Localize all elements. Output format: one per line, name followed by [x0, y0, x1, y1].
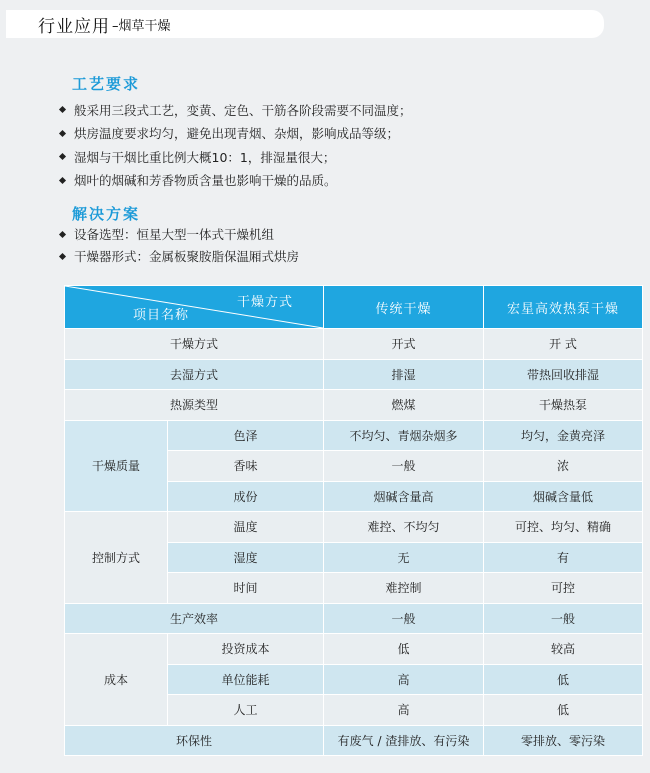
- solution-title: 解决方案: [72, 205, 141, 223]
- table-row: [65, 725, 643, 756]
- traditional-cell: 燃煤: [324, 390, 484, 421]
- table-row: [65, 329, 643, 360]
- corner-top-label: 干燥方式: [236, 295, 293, 310]
- group-label: 成本: [65, 634, 168, 726]
- table-corner-header: [65, 286, 324, 329]
- bullet-diamond-icon: [59, 130, 66, 137]
- traditional-cell: 难控制: [324, 573, 484, 604]
- heatpump-cell: 烟碱含量低: [484, 481, 643, 512]
- heatpump-cell: 有: [484, 542, 643, 573]
- traditional-cell: 高: [324, 664, 484, 695]
- bullet-diamond-icon: [59, 177, 66, 184]
- list-item: 设备选型：恒星大型一体式干燥机组: [60, 223, 299, 245]
- row-label: 单位能耗: [168, 664, 324, 695]
- row-label: 投资成本: [168, 634, 324, 665]
- header-bar: [6, 10, 604, 38]
- table-row: [65, 359, 643, 390]
- page-subtitle: –烟草干燥: [112, 18, 171, 34]
- table-row: [65, 390, 643, 421]
- heatpump-cell: 带热回收排湿: [484, 359, 643, 390]
- row-label: 香味: [168, 451, 324, 482]
- row-label: 去湿方式: [65, 359, 324, 390]
- traditional-cell: 难控、不均匀: [324, 512, 484, 543]
- bullet-diamond-icon: [59, 153, 66, 160]
- heatpump-cell: 一般: [484, 603, 643, 634]
- heatpump-cell: 干燥热泵: [484, 390, 643, 421]
- requirements-list: [60, 98, 412, 192]
- column-header-heatpump: 宏星高效热泵干燥: [484, 286, 643, 329]
- list-item: 烘房温度要求均匀，避免出现青烟、杂烟，影响成品等级；: [60, 122, 412, 146]
- row-label: 成份: [168, 481, 324, 512]
- table-row: [65, 634, 643, 665]
- table-row: [65, 420, 643, 451]
- table-row: [65, 603, 643, 634]
- traditional-cell: 排湿: [324, 359, 484, 390]
- table-header-row: [65, 286, 643, 329]
- heatpump-cell: 均匀，金黄亮泽: [484, 420, 643, 451]
- heatpump-cell: 较高: [484, 634, 643, 665]
- row-label: 生产效率: [65, 603, 324, 634]
- corner-bottom-label: 项目名称: [133, 308, 190, 323]
- traditional-cell: 有废气 / 渣排放、有污染: [324, 725, 484, 756]
- table-row: [65, 512, 643, 543]
- heatpump-cell: 零排放、零污染: [484, 725, 643, 756]
- heatpump-cell: 浓: [484, 451, 643, 482]
- row-label: 时间: [168, 573, 324, 604]
- list-item: 干燥器形式：金属板聚胺脂保温厢式烘房: [60, 245, 299, 267]
- traditional-cell: 一般: [324, 603, 484, 634]
- traditional-cell: 无: [324, 542, 484, 573]
- row-label: 热源类型: [65, 390, 324, 421]
- page-title: 行业应用: [38, 16, 110, 37]
- traditional-cell: 高: [324, 695, 484, 726]
- heatpump-cell: 开 式: [484, 329, 643, 360]
- traditional-cell: 开式: [324, 329, 484, 360]
- heatpump-cell: 低: [484, 695, 643, 726]
- heatpump-cell: 可控: [484, 573, 643, 604]
- group-label: 干燥质量: [65, 420, 168, 512]
- traditional-cell: 烟碱含量高: [324, 481, 484, 512]
- bullet-diamond-icon: [59, 252, 66, 259]
- traditional-cell: 不均匀、青烟杂烟多: [324, 420, 484, 451]
- row-label: 人工: [168, 695, 324, 726]
- traditional-cell: 低: [324, 634, 484, 665]
- row-label: 温度: [168, 512, 324, 543]
- row-label: 湿度: [168, 542, 324, 573]
- traditional-cell: 一般: [324, 451, 484, 482]
- group-label: 控制方式: [65, 512, 168, 604]
- heatpump-cell: 低: [484, 664, 643, 695]
- bullet-diamond-icon: [59, 230, 66, 237]
- list-item: 般采用三段式工艺，变黄、定色、干筋各阶段需要不同温度；: [60, 98, 412, 122]
- column-header-traditional: 传统干燥: [324, 286, 484, 329]
- row-label: 环保性: [65, 725, 324, 756]
- heatpump-cell: 可控、均匀、精确: [484, 512, 643, 543]
- requirements-title: 工艺要求: [72, 75, 141, 93]
- bullet-diamond-icon: [59, 106, 66, 113]
- row-label: 干燥方式: [65, 329, 324, 360]
- solution-list: [60, 223, 299, 267]
- list-item: 烟叶的烟碱和芳香物质含量也影响干燥的品质。: [60, 169, 412, 193]
- row-label: 色泽: [168, 420, 324, 451]
- comparison-table: [64, 285, 643, 756]
- list-item: 湿烟与干烟比重比例大概10：1，排湿量很大；: [60, 145, 412, 169]
